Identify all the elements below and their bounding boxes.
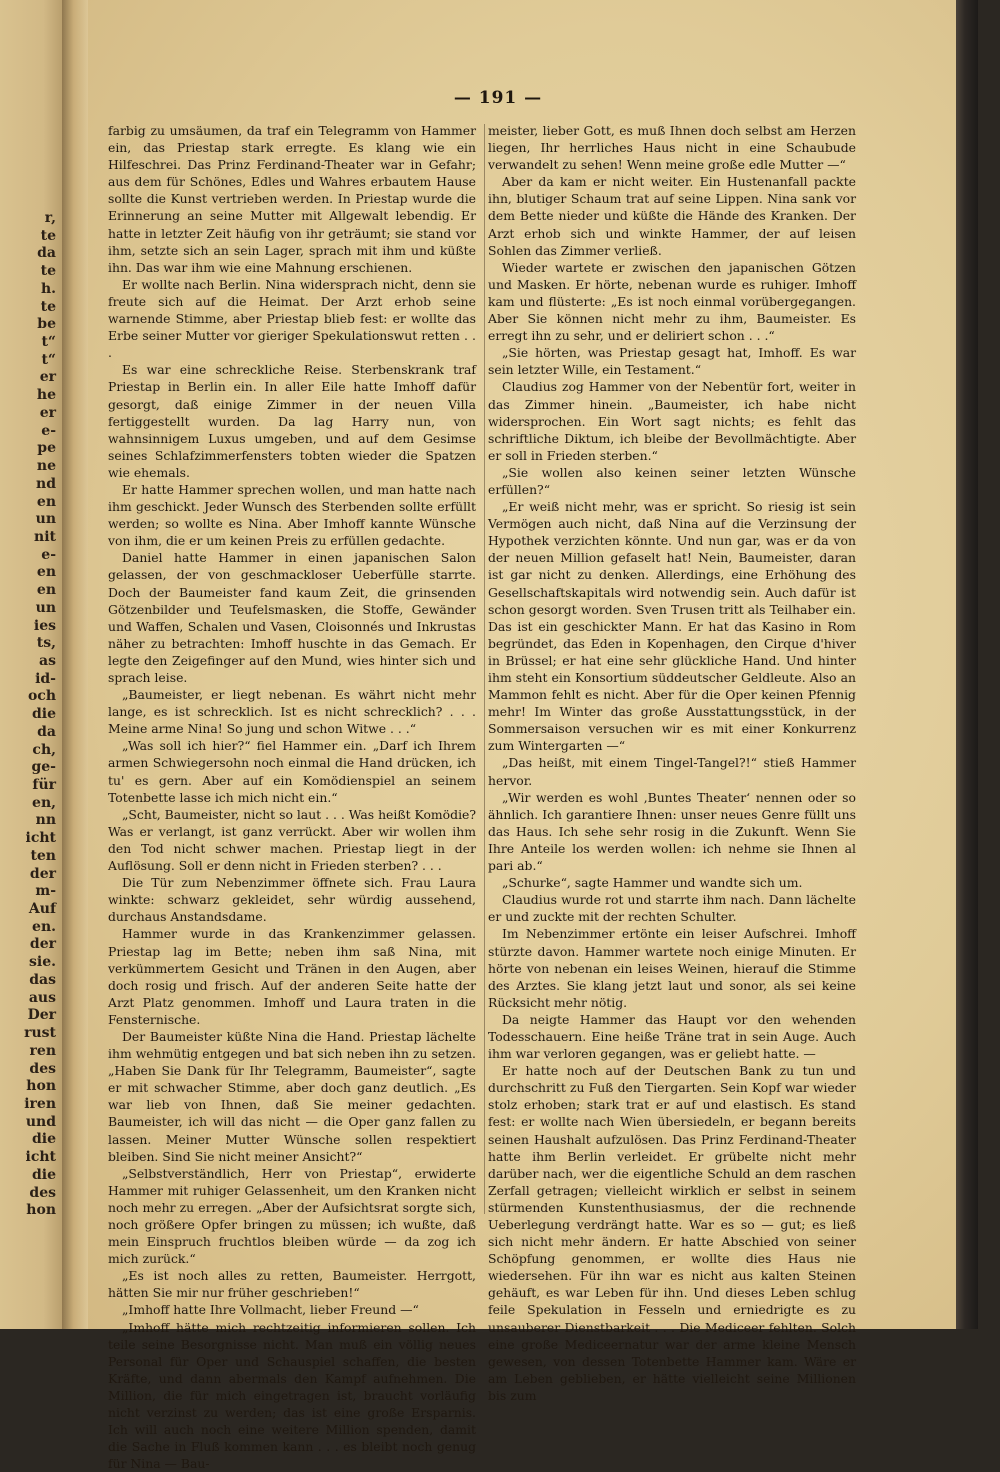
facing-page-fragment: ts,: [36, 635, 56, 651]
facing-page-fragment: für: [32, 777, 56, 793]
paragraph: Es war eine schreckliche Reise. Sterbenskrank traf Priestap in Berlin ein. In aller Eile hatte Imhoff dafür gesorgt, daß einige Zimmer in der neuen Villa fertiggestellt wurden. Da lag Harry nun, von wahnsinnigem Luxus umgeben, und auf dem Gesimse seines Schlafzimmerfensters tobten wieder die Spatzen wie ehemals.: [108, 362, 476, 480]
facing-page-fragment: Auf: [28, 901, 56, 917]
paragraph: Hammer wurde in das Krankenzimmer gelassen. Priestap lag im Bette; neben ihm saß Nina, mit verkümmertem Gesicht und Tränen in den Augen, aber doch rosig und frisch. Auf der anderen Seite hatte der Arzt Platz genommen. Imhoff und Laura traten in die Fensternische.: [108, 926, 476, 1027]
paragraph: „Scht, Baumeister, nicht so laut . . . Was heißt Komödie? Was er verlangt, ist ganz verrückt. Aber wir wollen ihm den Tod nicht schwer machen. Priestap liegt in der Auflösung. Soll er denn nicht in Frieden sterben? . . .: [108, 806, 477, 874]
facing-page-fragment: nit: [34, 529, 56, 545]
facing-page-fragment: ies: [33, 618, 56, 634]
paragraph: „Sie hörten, was Priestap gesagt hat, Imhoff. Es war sein letzter Wille, ein Testament.“: [488, 345, 856, 378]
paragraph: „Selbstverständlich, Herr von Priestap“, erwiderte Hammer mit ruhiger Gelassenheit, um den Kranken nicht noch mehr zu erregen. „Aber der Aufsichtsrat sorgte sich, noch größere Opfer bringen zu müssen; ich wußte, daß mein Einspruch fruchtlos bleiben würde — da zog ich mich zurück.“: [108, 1165, 476, 1267]
facing-page-fragment: t“: [41, 352, 56, 368]
facing-page-fragment: er: [39, 405, 56, 421]
paragraph: farbig zu umsäumen, da traf ein Telegramm von Hammer ein, das Priestap stark erregte. Es klang wie ein Hilfeschrei. Das Prinz Ferdinand-Theater war in Gefahr; aus dem für Schönes, Edles und Wahres erbautem Hause sollte die Kunst vertrieben werden. In Priestap wurde die Erinnerung an seine Mutter mit Allgewalt lebendig. Er hatte in letzter Zeit häufig von ihr geträumt; sie stand vor ihm, setzte sich an sein Lager, sprach mit ihm und küßte ihn. Das war ihm wie eine Mahnung erschienen.: [108, 123, 476, 275]
paragraph: Claudius zog Hammer von der Nebentür fort, weiter in das Zimmer hinein. „Baumeister, ich habe nicht widersprochen. Ein Wort sagt nichts; es fehlt das schriftliche Diktum, ich bleibe der Bevollmächtigte. Aber er soll in Frieden sterben.“: [488, 379, 856, 463]
facing-page-fragment: nd: [36, 476, 56, 492]
paragraph: Im Nebenzimmer ertönte ein leiser Aufschrei. Imhoff stürzte davon. Hammer wartete noch einige Minuten. Er hörte von nebenan ein leises Weinen, hierauf die Stimme des Arztes. Sie klang jetzt laut und sonor, als sei keine Rücksicht mehr nötig.: [488, 926, 856, 1010]
facing-page-fragment: des: [29, 1061, 56, 1077]
paragraph: Wieder wartete er zwischen den japanischen Götzen und Masken. Er hörte, nebenan wurde es ruhiger. Imhoff kam und flüsterte: „Es ist noch einmal vorübergegangen. Aber Sie können nicht mehr zu ihm, Baumeister. Es erregt ihn zu sehr, und er deliriert schon . . .“: [488, 259, 856, 344]
facing-page-fragment: r,: [44, 210, 56, 226]
facing-page-fragment: en,: [32, 795, 56, 811]
facing-page-fragment: des: [29, 1185, 56, 1201]
paragraph: „Schurke“, sagte Hammer und wandte sich um.: [502, 875, 803, 891]
book-gutter: [62, 0, 88, 1329]
paragraph: Claudius wurde rot und starrte ihm nach. Dann lächelte er und zuckte mit der rechten Schulter.: [488, 892, 856, 925]
paragraph: „Imhoff hätte mich rechtzeitig informieren sollen. Ich teile seine Besorgnisse nicht. Man muß ein völlig neues Personal für Oper und Schauspiel schaffen, die besten Kräfte, und dann abermals den Kampf aufnehmen. Die Million, die für mich eingetragen ist, braucht vorläufig nicht verzinst zu werden; das ist eine große Ersparnis. Ich will auch noch eine weitere Million spenden, damit die Sache in Fluß kommen kann . . . es bleibt noch genug für Nina — Bau-: [108, 1319, 476, 1472]
facing-page-fragment: pe: [37, 440, 56, 456]
facing-page-fragment: das: [29, 972, 56, 988]
facing-page-fragment: un: [35, 511, 56, 527]
facing-page-fragment: he: [36, 387, 56, 403]
column-rule: [484, 124, 485, 1214]
facing-page-fragment: och: [27, 688, 56, 704]
facing-page-fragment: id-: [35, 671, 56, 687]
facing-page-fragment: ge-: [31, 759, 56, 775]
facing-page-fragment: aus: [28, 990, 56, 1006]
facing-page-fragment: te: [40, 299, 56, 315]
facing-page-fragment: ren: [29, 1043, 56, 1059]
facing-page-fragment: Der: [27, 1007, 56, 1023]
facing-page-fragment: h.: [40, 281, 56, 297]
facing-page-fragment: der: [29, 936, 56, 952]
facing-page-fragment: ch,: [32, 742, 56, 758]
paragraph: meister, lieber Gott, es muß Ihnen doch selbst am Herzen liegen, Ihr herrliches Haus nicht in eine Schaubude verwandelt zu sehen! Wenn meine große edle Mutter —“: [488, 123, 856, 173]
facing-page-fragment: der: [29, 866, 56, 882]
facing-page-fragment: e-: [41, 423, 56, 439]
paragraph: „Sie wollen also keinen seiner letzten Wünsche erfüllen?“: [488, 464, 856, 497]
facing-page-fragment: und: [25, 1114, 56, 1130]
text-column-left: [108, 122, 476, 1472]
facing-page-fragment: e-: [41, 547, 56, 563]
facing-page-fragment: die: [31, 1167, 56, 1183]
page-edge-shadow: [956, 0, 978, 1329]
facing-page-fragment: icht: [25, 1149, 56, 1165]
paragraph: „Imhoff hatte Ihre Vollmacht, lieber Freund —“: [122, 1302, 419, 1318]
paragraph: „Es ist noch alles zu retten, Baumeister. Herrgott, hätten Sie mir nur früher geschrieben!“: [108, 1268, 476, 1301]
facing-page-fragment: ten: [30, 848, 56, 864]
facing-page-fragment: te: [40, 228, 56, 244]
page-number: — 191 —: [453, 88, 543, 108]
paragraph: Er hatte Hammer sprechen wollen, und man hatte nach ihm geschickt. Jeder Wunsch des Sterbenden sollte erfüllt werden; so wollte es Nina. Aber Imhoff kannte Wünsche von ihm, die er um keinen Preis zu erfüllen gedachte.: [108, 481, 476, 549]
paragraph: „Wir werden es wohl ‚Buntes Theater‘ nennen oder so ähnlich. Ich garantiere Ihnen: unser neues Genre füllt uns das Haus. Ich sehe sehr rosig in die Zukunft. Wenn Sie Ihre Anteile los werden wollen: ich nehme sie Ihnen al pari ab.“: [488, 789, 856, 874]
facing-page-fragment: hon: [26, 1078, 56, 1094]
paragraph: Er hatte noch auf der Deutschen Bank zu tun und durchschritt zu Fuß den Tiergarten. Sein Kopf war wieder stolz erhoben; stark trat er auf und elastisch. Es stand fest: er wollte nach Wien übersiedeln, er begann bereits seinen Haushalt aufzulösen. Das Prinz Ferdinand-Theater hatte ihm Berlin verleidet. Er grübelte nicht mehr darüber nach, wer die eigentliche Schuld an dem raschen Zerfall getragen; vielleicht wirklich er selbst in seinem stürmenden Kunstenthusiasmus, der die rechnende Ueberlegung verdrängt hatte. War es so — gut; es ließ sich nicht mehr ändern. Er hatte Abschied von seiner Schöpfung genommen, er wollte dies Haus nie wiedersehen. Für ihn war es nicht aus kalten Steinen gehäuft, es war Leben für ihn. Und dieses Leben schlug feile Spekulation in Fesseln und erniedrigte es zu unsauberer Dienstbarkeit . . . Die Mediceer fehlten. Solch eine große Mediceernatur war der arme kleine Mensch gewesen, von dessen Totenbette Hammer kam. Wäre er am Leben geblieben, er hätte vielleicht seine Millionen bis zum: [488, 1063, 856, 1403]
facing-page-fragment: be: [37, 316, 56, 332]
paragraph: Er wollte nach Berlin. Nina widersprach nicht, denn sie freute sich auf die Heimat. Der Arzt erhob seine warnende Stimme, aber Priestap blieb fest: er wollte das Erbe seiner Mutter vor gieriger Spekulationswut retten . . .: [108, 276, 476, 361]
facing-page-fragment: m-: [35, 883, 56, 899]
paragraph: „Er weiß nicht mehr, was er spricht. So riesig ist sein Vermögen auch nicht, daß Nina auf die Verzinsung der Hypothek verzichten könnte. Und nun gar, was er da von der neuen Million gefaselt hat! Nein, Baumeister, daran ist gar nicht zu denken. Allerdings, eine Erhöhung des Gesellschaftskapitals wird notwendig sein. Auch dafür ist schon gesorgt worden. Sven Trusen tritt als Teilhaber ein. Das ist ein geschickter Mann. Er hat das Kasino in Rom begründet, das Eden in Kopenhagen, den Cirque d'hiver in Brüssel; er hat eine sehr glückliche Hand. Und hinter ihm steht ein Konsortium süddeutscher Geldleute. Also an Mammon fehlt es nicht. Aber für die Oper keinen Pfennig mehr! Im Winter das große Ausstattungsstück, in der Sommersaison versuchen wir es mit einer Konkurrenz zum Wintergarten —“: [488, 499, 856, 754]
facing-page-fragment: iren: [24, 1096, 56, 1112]
facing-page-fragment: en: [36, 582, 56, 598]
facing-page-fragment: en: [36, 494, 56, 510]
facing-page-fragment: hon: [26, 1202, 56, 1218]
paragraph: „Was soll ich hier?“ fiel Hammer ein. „Darf ich Ihrem armen Schwiegersohn noch einmal die Hand drücken, ich tu' es gern. Aber auf ein Komödienspiel an seinem Totenbette lasse ich mich nicht ein.“: [108, 738, 476, 805]
facing-page-fragment: un: [35, 600, 56, 616]
facing-page-edge: [0, 0, 63, 1329]
facing-page-fragment: nn: [35, 812, 56, 828]
book-page: [88, 0, 978, 1472]
facing-page-fragment: er: [39, 369, 56, 385]
text-column-right: [488, 122, 856, 1404]
facing-page-fragment: en.: [32, 919, 56, 935]
facing-page-fragment: te: [40, 263, 56, 279]
paragraph: „Das heißt, mit einem Tingel-Tangel?!“ stieß Hammer hervor.: [488, 755, 856, 788]
paragraph: Der Baumeister küßte Nina die Hand. Priestap lächelte ihm wehmütig entgegen und bat sich neben ihn zu setzen. „Haben Sie Dank für Ihr Telegramm, Baumeister“, sagte er mit schwacher Stimme, aber doch ganz deutlich. „Es war lieb von Ihnen, daß Sie meiner gedachten. Baumeister, ich will das nicht — die Oper ganz fallen zu lassen. Meiner Mutter Wünsche sollen respektiert bleiben. Sind Sie nicht meiner Ansicht?“: [108, 1028, 476, 1164]
facing-page-fragment: ne: [36, 458, 56, 474]
facing-page-fragment: die: [31, 1131, 56, 1147]
facing-page-fragment: da: [37, 724, 56, 740]
facing-page-fragment: icht: [25, 830, 56, 846]
facing-page-fragment: en: [36, 564, 56, 580]
paragraph: „Baumeister, er liegt nebenan. Es währt nicht mehr lange, es ist schrecklich. Ist es nicht schrecklich? . . . Meine arme Nina! So jung und schon Witwe . . .“: [108, 687, 476, 737]
paragraph: Die Tür zum Nebenzimmer öffnete sich. Frau Laura winkte: schwarz gekleidet, sehr würdig aussehend, durchaus Anstandsdame.: [108, 875, 476, 925]
paragraph: Daniel hatte Hammer in einen japanischen Salon gelassen, der von geschmackloser Ueberfülle starrte. Doch der Baumeister fand kaum Zeit, die grinsenden Götzenbilder und Teufelsmasken, die Stoffe, Gewänder und Waffen, Schalen und Vasen, Cloisonnés und Inkrustas näher zu betrachten: Imhoff huschte in das Gemach. Er legte den Zeigefinger auf den Mund, wies hinter sich und sprach leise.: [108, 550, 476, 685]
facing-page-fragment: die: [31, 706, 56, 722]
facing-page-fragment: t“: [41, 334, 56, 350]
facing-page-fragment: as: [39, 653, 56, 669]
facing-page-fragment: sie.: [29, 954, 56, 970]
paragraph: Da neigte Hammer das Haupt vor den wehenden Todesschauern. Eine heiße Träne trat in sein Auge. Auch ihm war verloren gegangen, was er geliebt hatte. —: [488, 1011, 856, 1062]
facing-page-fragment: da: [37, 245, 56, 261]
facing-page-fragment: rust: [24, 1025, 56, 1041]
paragraph: Aber da kam er nicht weiter. Ein Hustenanfall packte ihn, blutiger Schaum trat auf seine Lippen. Nina sank vor dem Bette nieder und küßte die Hände des Kranken. Der Arzt erhob sich und winkte Hammer, der auf leisen Sohlen das Zimmer verließ.: [488, 174, 856, 258]
